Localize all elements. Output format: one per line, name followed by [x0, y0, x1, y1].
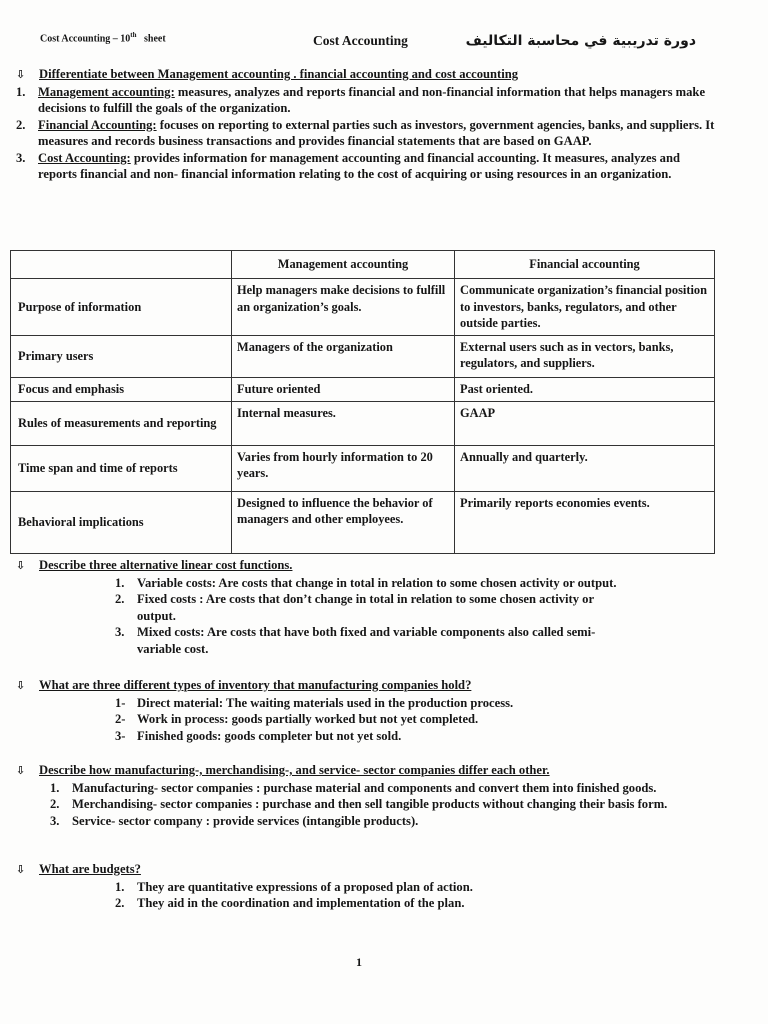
table-header-cell: Management accounting [232, 251, 455, 279]
table-header-cell: Financial accounting [455, 251, 715, 279]
down-arrow-bullet-icon: ⇩ [16, 863, 26, 876]
table-row [11, 445, 715, 491]
section-heading: Describe how manufacturing-, merchandising-, and service- sector companies differ each other. [39, 763, 550, 777]
table-header-row [11, 251, 715, 279]
header-course-label: Cost Accounting – 10th sheet [40, 31, 166, 45]
table-cell: Designed to influence the behavior of managers and other employees. [232, 491, 455, 553]
table-cell: Annually and quarterly. [455, 445, 715, 491]
page-number: 1 [356, 955, 362, 969]
down-arrow-bullet-icon: ⇩ [16, 764, 26, 777]
section-sector-companies [16, 762, 720, 829]
list-item: 1- Direct material: The waiting materials used in the production process. [115, 695, 514, 710]
down-arrow-bullet-icon: ⇩ [16, 679, 26, 692]
section-heading: What are budgets? [39, 862, 141, 876]
table-header-cell [11, 251, 232, 279]
table-cell: Internal measures. [232, 401, 455, 445]
table-cell: GAAP [455, 401, 715, 445]
list-item: 3. Mixed costs: Are costs that have both fixed and variable components also called semi-variable cost. [115, 625, 596, 656]
list-item: 2. Financial Accounting: focuses on reporting to external parties such as investors, government agencies, banks, and suppliers. It measures and records business transactions and provides financial statements that are based on GAAP. [16, 117, 715, 148]
section-heading: What are three different types of inventory that manufacturing companies hold? [39, 678, 472, 692]
table-cell: Primary users [11, 335, 232, 377]
list-item: 3. Cost Accounting: provides information for management accounting and financial accounting. It measures, analyzes and reports financial and non- financial information relating to the cost of acquiring or using resources in an organization. [16, 150, 680, 181]
list-item: 2. Merchandising- sector companies : purchase and then sell tangible products without changing their basis form. [50, 797, 668, 811]
table-cell: Managers of the organization [232, 335, 455, 377]
section-cost-functions [16, 557, 720, 657]
table-row [11, 279, 715, 336]
table-cell: Purpose of information [11, 279, 232, 336]
section-differentiate [16, 66, 720, 183]
table-cell: Past oriented. [455, 377, 715, 401]
list-item: 1. They are quantitative expressions of a proposed plan of action. [115, 879, 473, 894]
list-item: 1. Manufacturing- sector companies : purchase material and components and convert them into finished goods. [50, 780, 657, 795]
table-cell: Help managers make decisions to fulfill an organization’s goals. [232, 279, 455, 336]
table-cell: Rules of measurements and reporting [11, 401, 232, 445]
comparison-table [10, 250, 715, 554]
down-arrow-bullet-icon: ⇩ [16, 68, 26, 81]
list-item: 3- Finished goods: goods completer but not yet sold. [115, 728, 402, 743]
table-row [11, 377, 715, 401]
table-cell: Behavioral implications [11, 491, 232, 553]
table-cell: Future oriented [232, 377, 455, 401]
section-heading: Describe three alternative linear cost functions. [39, 558, 293, 572]
section-budgets [16, 861, 720, 912]
section-inventory [16, 677, 720, 744]
list-item: 2- Work in process: goods partially worked but not yet completed. [115, 712, 479, 726]
list-item: 2. They aid in the coordination and implementation of the plan. [115, 896, 465, 910]
table-row [11, 401, 715, 445]
list-item: 1. Management accounting: measures, analyzes and reports financial and non-financial information that helps managers make decisions to fulfill the goals of the organization. [16, 84, 706, 115]
list-item: 2. Fixed costs : Are costs that don’t change in total in relation to some chosen activity or output. [115, 592, 594, 623]
section-heading: Differentiate between Management accounting . financial accounting and cost accounting [39, 67, 518, 81]
list-item: 3. Service- sector company : provide services (intangible products). [50, 813, 419, 828]
list-item: 1. Variable costs: Are costs that change in total in relation to some chosen activity or output. [115, 575, 617, 590]
table-cell: Communicate organization’s financial position to investors, banks, regulators, and other outside parties. [455, 279, 715, 336]
table-cell: Time span and time of reports [11, 445, 232, 491]
table-cell: External users such as in vectors, banks, regulators, and suppliers. [455, 335, 715, 377]
table-row [11, 335, 715, 377]
table-cell: Primarily reports economies events. [455, 491, 715, 553]
table-row [11, 491, 715, 553]
header-title: Cost Accounting [313, 33, 408, 48]
table-cell: Focus and emphasis [11, 377, 232, 401]
table-cell: Varies from hourly information to 20 years. [232, 445, 455, 491]
down-arrow-bullet-icon: ⇩ [16, 559, 26, 572]
header-arabic-title: دورة تدريبية في محاسبة التكاليف [465, 33, 696, 49]
